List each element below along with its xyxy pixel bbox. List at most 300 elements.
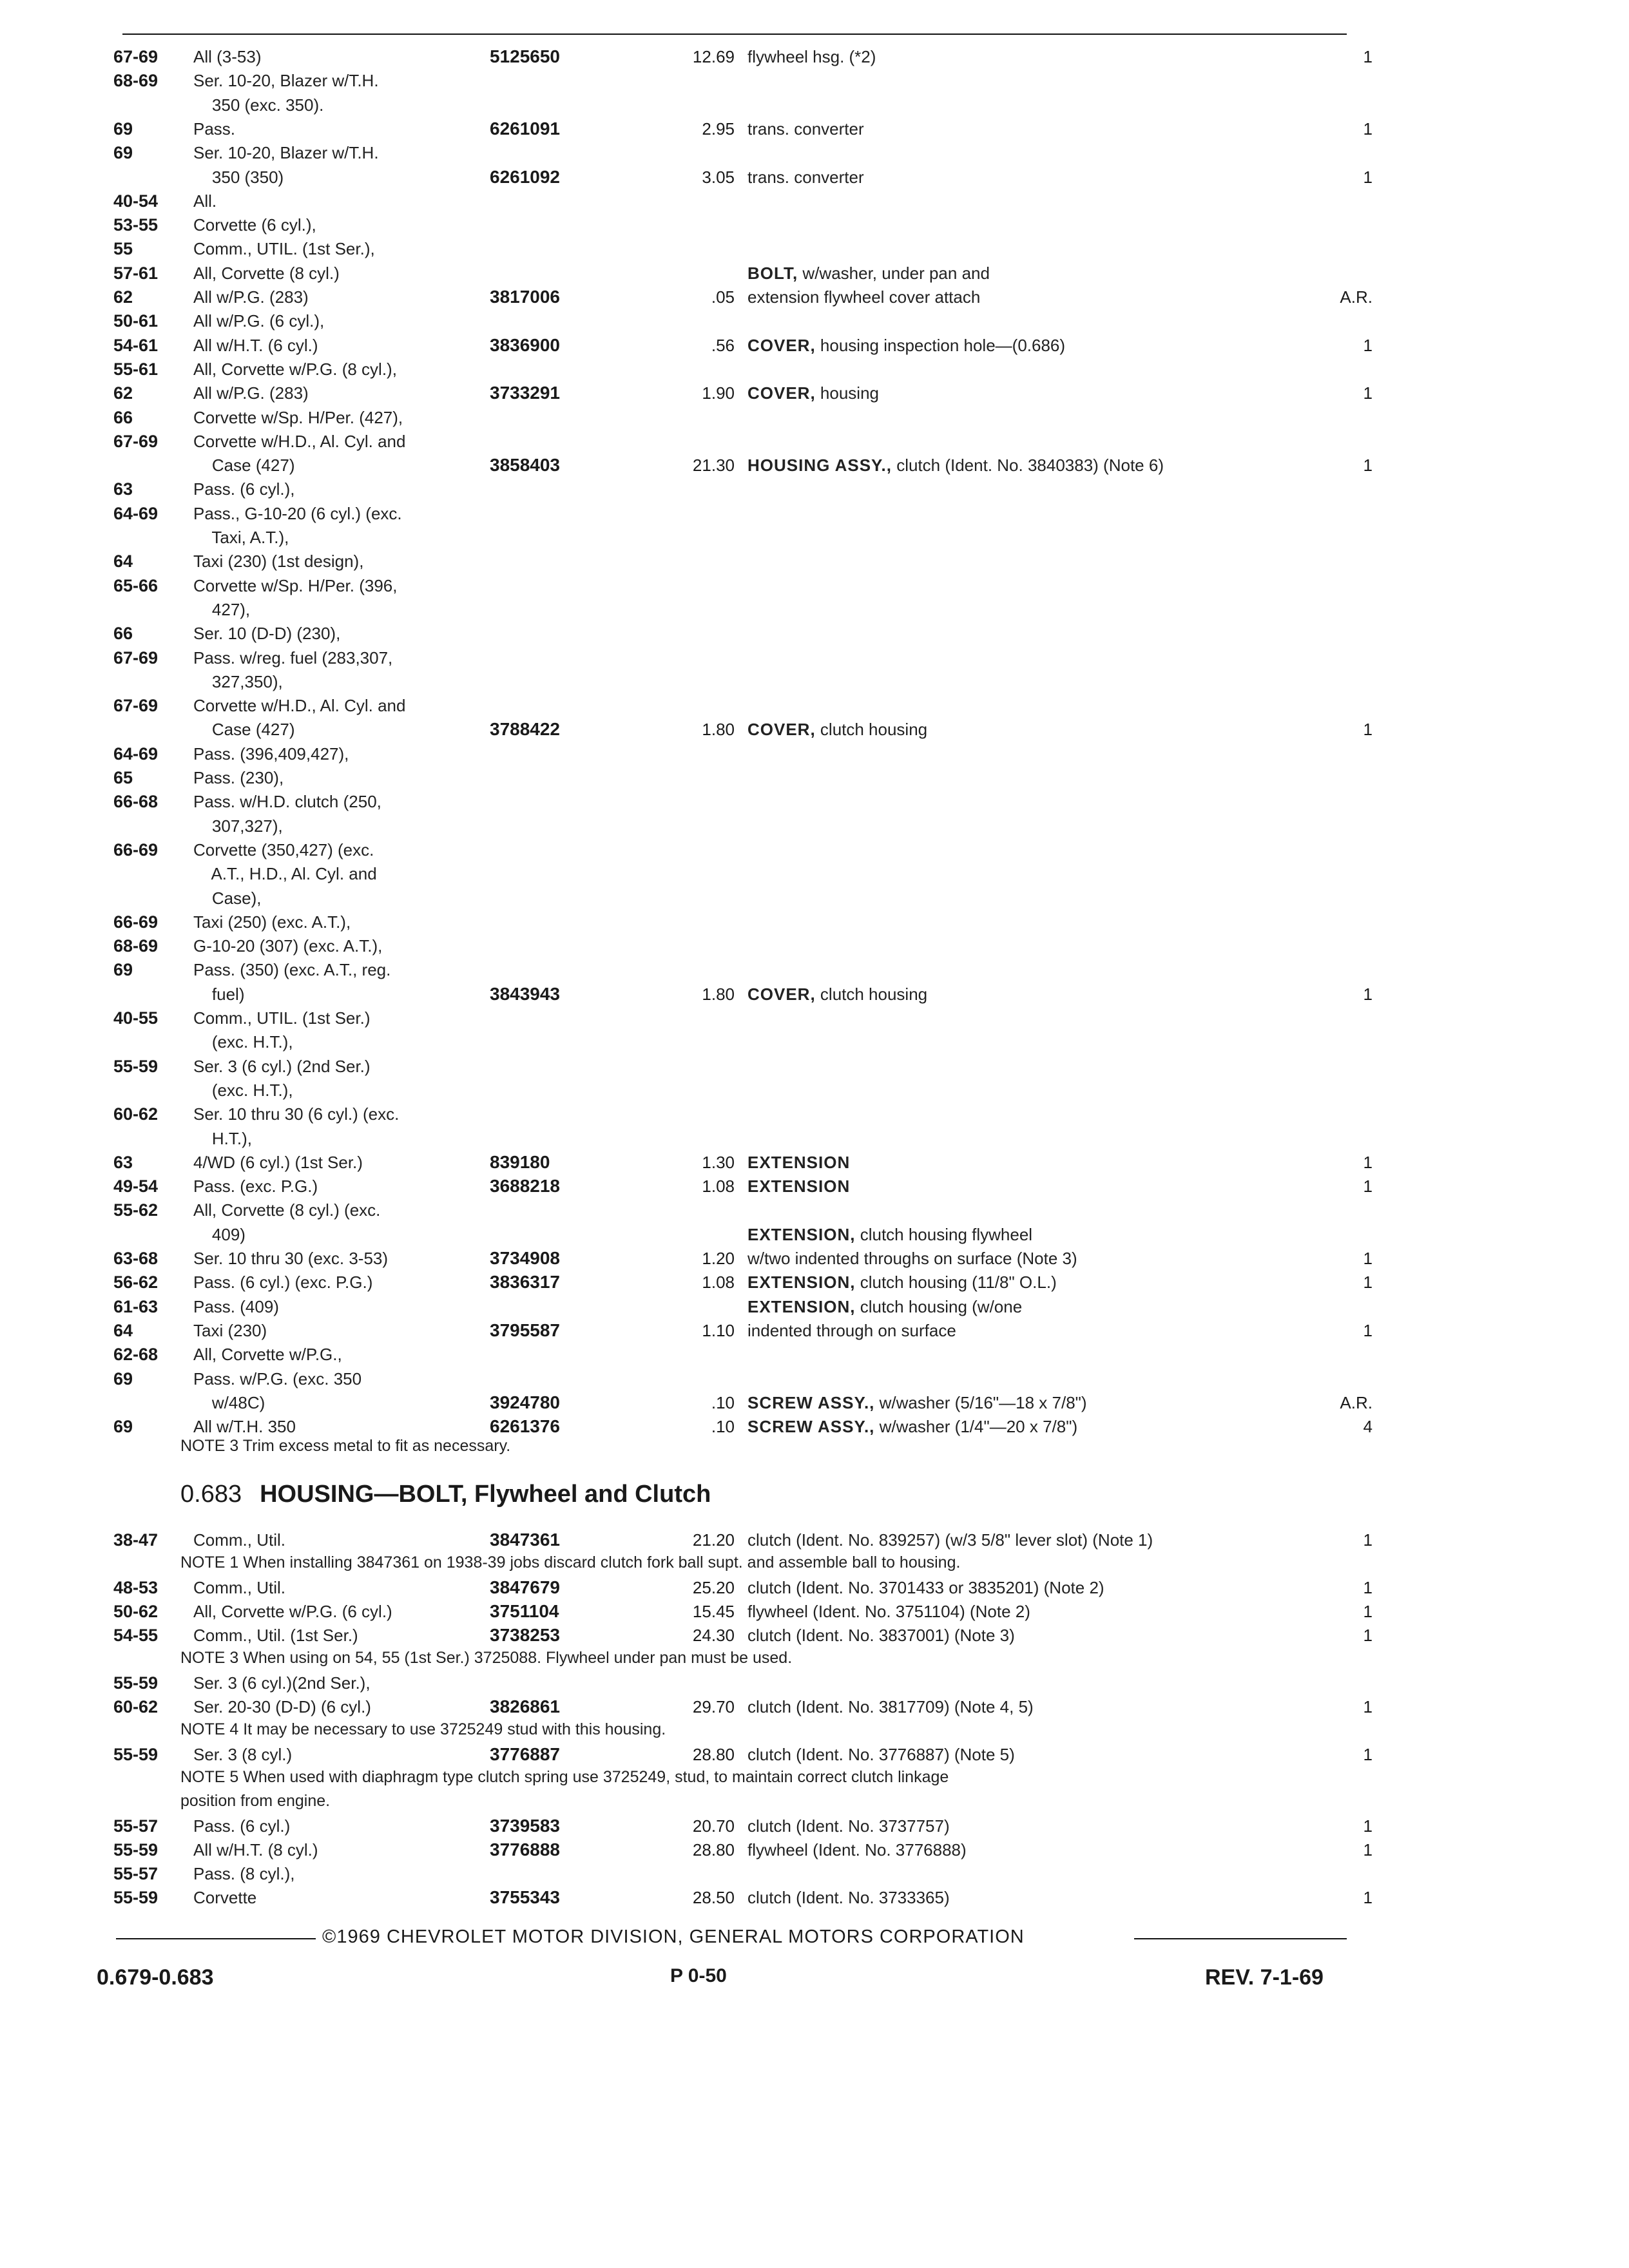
quantity: 1 (1363, 1602, 1373, 1621)
application: Pass. (350) (exc. A.T., reg. (193, 960, 391, 980)
price: 1.80 (702, 984, 735, 1004)
table-row (0, 1670, 1629, 1696)
model-years: 61-63 (113, 1296, 159, 1316)
footer-revision: REV. 7-1-69 (1205, 1965, 1324, 1990)
model-years: 56-62 (113, 1273, 159, 1293)
application: Pass. (6 cyl.), (193, 479, 295, 499)
table-row (0, 1318, 1629, 1343)
model-years: 55-61 (113, 359, 159, 379)
table-row (0, 188, 1629, 214)
part-name: SCREW ASSY., (747, 1392, 875, 1412)
description-text: clutch (Ident. No. 3733365) (747, 1888, 950, 1907)
part-number: 3733291 (490, 383, 561, 403)
note-line: NOTE 3 When using on 54, 55 (1st Ser.) 3725088. Flywheel under pan must be used. (180, 1649, 793, 1667)
table-row (0, 44, 1629, 70)
model-years: 67-69 (113, 696, 159, 716)
quantity: 1 (1363, 1816, 1373, 1836)
application: Pass. (6 cyl.) (193, 1816, 291, 1836)
model-years: 60-62 (113, 1697, 159, 1716)
table-row (0, 1245, 1629, 1271)
note-line: NOTE 5 When used with diaphragm type clutch spring use 3725249, stud, to maintain correct clutch linkage (180, 1768, 949, 1786)
table-row (0, 861, 1629, 887)
quantity: 1 (1363, 1273, 1373, 1293)
description (747, 1742, 1015, 1767)
model-years: 49-54 (113, 1177, 159, 1196)
part-number: 5125650 (490, 46, 561, 66)
part-number: 3817006 (490, 287, 561, 307)
description (747, 1245, 1077, 1271)
table-row (0, 716, 1629, 742)
price: 28.80 (692, 1840, 735, 1860)
application: A.T., H.D., Al. Cyl. and (193, 864, 377, 884)
application: H.T.), (193, 1128, 252, 1148)
description (747, 1318, 956, 1343)
model-years: 50-62 (113, 1602, 159, 1621)
table-row (0, 1575, 1629, 1600)
part-name: EXTENSION (747, 1177, 851, 1196)
table-row (0, 140, 1629, 166)
price: .10 (711, 1417, 735, 1437)
model-years: 55-62 (113, 1200, 159, 1220)
table-row (0, 1197, 1629, 1223)
model-years: 57-61 (113, 263, 159, 283)
part-number: 3924780 (490, 1392, 561, 1412)
footer-page-range: 0.679-0.683 (97, 1965, 214, 1990)
part-name: COVER, (747, 383, 816, 403)
note-line: NOTE 1 When installing 3847361 on 1938-39 jobs discard clutch fork ball supt. and assemble ball to housing. (180, 1553, 961, 1571)
part-number: 6261376 (490, 1416, 561, 1437)
part-number: 3826861 (490, 1696, 561, 1716)
footer-copyright: ©1969 CHEVROLET MOTOR DIVISION, GENERAL MOTORS CORPORATION (322, 1927, 1025, 1947)
quantity: 1 (1363, 1177, 1373, 1196)
top-rule (122, 34, 1347, 35)
table-row (0, 1077, 1629, 1103)
description (747, 1222, 1032, 1247)
table-row (0, 597, 1629, 622)
description (747, 1269, 1057, 1295)
note-line: position from engine. (180, 1792, 331, 1810)
application: Ser. 20-30 (D-D) (6 cyl.) (193, 1697, 371, 1716)
price: 1.90 (702, 383, 735, 403)
model-years: 53-55 (113, 215, 159, 235)
section-title (180, 1481, 711, 1508)
application: Pass., G-10-20 (6 cyl.) (exc. (193, 503, 402, 523)
model-years: 60-62 (113, 1104, 159, 1124)
application: All w/P.G. (283) (193, 287, 309, 307)
model-years: 64 (113, 1320, 133, 1340)
application: fuel) (193, 984, 245, 1004)
model-years: 69 (113, 119, 133, 139)
application: (exc. H.T.), (193, 1032, 293, 1052)
model-years: 68-69 (113, 936, 159, 956)
price: 2.95 (702, 119, 735, 139)
description (747, 1414, 1077, 1439)
price: 1.10 (702, 1320, 735, 1340)
part-name: EXTENSION, (747, 1224, 856, 1244)
description (747, 1837, 967, 1863)
model-years: 55-59 (113, 1673, 159, 1693)
application: Comm., Util. (193, 1578, 285, 1597)
table-row (0, 1837, 1629, 1863)
model-years: 69 (113, 143, 133, 163)
quantity: 1 (1363, 1578, 1373, 1597)
part-name: HOUSING ASSY., (747, 456, 892, 476)
part-name: EXTENSION, (747, 1296, 856, 1316)
table-row (0, 645, 1629, 671)
application: Pass. (6 cyl.) (exc. P.G.) (193, 1273, 373, 1293)
application: Corvette (6 cyl.), (193, 215, 316, 235)
application: Ser. 10 thru 30 (6 cyl.) (exc. (193, 1104, 400, 1124)
part-number: 3739583 (490, 1816, 561, 1836)
description (747, 1885, 950, 1910)
model-years: 62 (113, 383, 133, 403)
description-text: housing (815, 383, 879, 403)
application: 327,350), (193, 671, 283, 691)
application: Corvette (193, 1888, 257, 1907)
application: Corvette w/H.D., Al. Cyl. and (193, 431, 406, 451)
description-text: clutch housing flywheel (855, 1224, 1033, 1244)
price: .10 (711, 1392, 735, 1412)
table-row (0, 909, 1629, 935)
application: Ser. 10-20, Blazer w/T.H. (193, 71, 379, 91)
table-row (0, 1742, 1629, 1767)
description-text: w/two indented throughs on surface (Note 3) (747, 1249, 1077, 1268)
description (747, 1813, 950, 1839)
application: Case (427) (193, 720, 295, 740)
application: All. (193, 191, 217, 211)
description-text: extension flywheel cover attach (747, 287, 981, 307)
description-text: clutch (Ident. No. 3840383) (Note 6) (891, 456, 1164, 476)
application: All w/T.H. 350 (193, 1417, 296, 1437)
description (747, 1575, 1104, 1600)
application: All w/H.T. (6 cyl.) (193, 335, 318, 355)
quantity: A.R. (1340, 287, 1373, 307)
quantity: 1 (1363, 1840, 1373, 1860)
application: Pass. (409) (193, 1296, 279, 1316)
description (747, 164, 864, 190)
table-row (0, 573, 1629, 599)
table-row (0, 933, 1629, 959)
section-heading: HOUSING—BOLT, Flywheel and Clutch (260, 1481, 711, 1508)
part-number: 3847679 (490, 1577, 561, 1597)
description (747, 284, 980, 310)
top-note: NOTE 3 Trim excess metal to fit as necessary. (180, 1437, 511, 1455)
footer-page-code: P 0-50 (670, 1965, 727, 1986)
model-years: 55-59 (113, 1840, 159, 1860)
table-row (0, 669, 1629, 695)
description-text: clutch housing (815, 984, 928, 1004)
part-name: BOLT, (747, 263, 798, 283)
price: 1.80 (702, 720, 735, 740)
quantity: 1 (1363, 1152, 1373, 1172)
description (747, 716, 927, 742)
description-text: clutch (Ident. No. 3701433 or 3835201) (Note 2) (747, 1578, 1104, 1597)
table-row (0, 501, 1629, 526)
table-row (0, 380, 1629, 406)
model-years: 40-54 (113, 191, 159, 211)
quantity: 1 (1363, 119, 1373, 139)
description (747, 1599, 1030, 1624)
description-text: clutch (Ident. No. 839257) (w/3 5/8" lever slot) (Note 1) (747, 1530, 1153, 1550)
price: 1.20 (702, 1249, 735, 1268)
table-row (0, 452, 1629, 478)
quantity: 1 (1363, 1697, 1373, 1716)
application: Pass. (193, 119, 236, 139)
application: All w/H.T. (8 cyl.) (193, 1840, 318, 1860)
model-years: 66 (113, 624, 133, 644)
part-name: COVER, (747, 335, 816, 355)
table-row (0, 548, 1629, 574)
quantity: 1 (1363, 335, 1373, 355)
model-years: 69 (113, 1369, 133, 1389)
table-row (0, 885, 1629, 911)
price: 28.80 (692, 1745, 735, 1764)
quantity: 1 (1363, 720, 1373, 740)
part-number: 6261092 (490, 166, 561, 187)
description (747, 44, 876, 70)
part-number: 3776887 (490, 1744, 561, 1764)
model-years: 55-59 (113, 1745, 159, 1764)
part-number: 3858403 (490, 455, 561, 476)
application: 4/WD (6 cyl.) (1st Ser.) (193, 1152, 363, 1172)
price: .05 (711, 287, 735, 307)
table-row (0, 284, 1629, 310)
model-years: 66-68 (113, 792, 159, 812)
table-row (0, 620, 1629, 646)
quantity: 1 (1363, 47, 1373, 66)
description-text: clutch (Ident. No. 3837001) (Note 3) (747, 1626, 1015, 1645)
table-row (0, 693, 1629, 718)
model-years: 67-69 (113, 431, 159, 451)
table-row (0, 308, 1629, 334)
table-row (0, 1599, 1629, 1624)
quantity: 1 (1363, 984, 1373, 1004)
part-name: EXTENSION, (747, 1273, 856, 1293)
part-number: 839180 (490, 1151, 550, 1172)
table-row (0, 1861, 1629, 1887)
application: Pass. (exc. P.G.) (193, 1177, 318, 1196)
model-years: 64 (113, 552, 133, 572)
table-row (0, 92, 1629, 118)
application: Ser. 10 thru 30 (exc. 3-53) (193, 1249, 389, 1268)
description (747, 1173, 850, 1199)
quantity: 1 (1363, 1745, 1373, 1764)
part-name: EXTENSION (747, 1152, 851, 1172)
model-years: 62-68 (113, 1345, 159, 1365)
model-years: 63-68 (113, 1249, 159, 1268)
part-number: 3847361 (490, 1530, 561, 1550)
part-number: 3688218 (490, 1176, 561, 1196)
description-text: trans. converter (747, 167, 864, 187)
application: Case), (193, 888, 262, 908)
table-row (0, 789, 1629, 814)
model-years: 62 (113, 287, 133, 307)
table-row (0, 116, 1629, 142)
price: .56 (711, 335, 735, 355)
application: All, Corvette w/P.G., (193, 1345, 342, 1365)
table-row (0, 476, 1629, 502)
table-row (0, 164, 1629, 190)
description-text: clutch (Ident. No. 3817709) (Note 4, 5) (747, 1697, 1034, 1716)
application: Ser. 3 (6 cyl.)(2nd Ser.), (193, 1673, 371, 1693)
model-years: 54-55 (113, 1626, 159, 1645)
application: Comm., Util. (1st Ser.) (193, 1626, 358, 1645)
price: 25.20 (692, 1578, 735, 1597)
description-text: clutch housing (11/8" O.L.) (855, 1273, 1057, 1293)
part-number: 3843943 (490, 983, 561, 1004)
description-text: indented through on surface (747, 1320, 956, 1340)
model-years: 66-69 (113, 840, 159, 860)
application: Taxi (250) (exc. A.T.), (193, 912, 351, 932)
application: All w/P.G. (283) (193, 383, 309, 403)
quantity: 1 (1363, 383, 1373, 403)
description (747, 981, 927, 1007)
application: All, Corvette (8 cyl.) (193, 263, 340, 283)
description (747, 1622, 1015, 1648)
table-row (0, 1341, 1629, 1367)
description (747, 332, 1065, 358)
footer-rule-left (116, 1938, 316, 1939)
application: 350 (exc. 350). (193, 95, 324, 115)
model-years: 63 (113, 479, 133, 499)
table-row (0, 1053, 1629, 1079)
description-text: w/washer, under pan and (798, 263, 990, 283)
application: G-10-20 (307) (exc. A.T.), (193, 936, 383, 956)
application: All, Corvette (8 cyl.) (exc. (193, 1200, 381, 1220)
model-years: 66-69 (113, 912, 159, 932)
description-text: trans. converter (747, 119, 864, 139)
table-row (0, 813, 1629, 839)
application: Pass. w/H.D. clutch (250, (193, 792, 381, 812)
description (747, 116, 864, 142)
table-row (0, 356, 1629, 382)
table-row (0, 1126, 1629, 1151)
application: Corvette w/H.D., Al. Cyl. and (193, 696, 406, 716)
price: 24.30 (692, 1626, 735, 1645)
description-text: flywheel hsg. (*2) (747, 47, 876, 66)
description-text: clutch (Ident. No. 3776887) (Note 5) (747, 1745, 1015, 1764)
price: 20.70 (692, 1816, 735, 1836)
table-row (0, 1694, 1629, 1720)
model-years: 55 (113, 239, 133, 259)
application: (exc. H.T.), (193, 1080, 293, 1100)
model-years: 50-61 (113, 311, 159, 331)
application: Pass. (396,409,427), (193, 744, 349, 764)
application: Comm., UTIL. (1st Ser.) (193, 1008, 371, 1028)
description (747, 1527, 1153, 1553)
model-years: 64-69 (113, 503, 159, 523)
table-row (0, 1222, 1629, 1247)
part-number: 3836317 (490, 1272, 561, 1293)
quantity: 1 (1363, 1320, 1373, 1340)
application: All, Corvette w/P.G. (8 cyl.), (193, 359, 397, 379)
application: Corvette w/Sp. H/Per. (427), (193, 407, 403, 427)
part-number: 3776888 (490, 1840, 561, 1860)
description-text: clutch housing (815, 720, 928, 740)
table-row (0, 405, 1629, 430)
note-line: NOTE 4 It may be necessary to use 3725249 stud with this housing. (180, 1720, 666, 1738)
part-number: 6261091 (490, 118, 561, 139)
model-years: 64-69 (113, 744, 159, 764)
model-years: 68-69 (113, 71, 159, 91)
application: 350 (350) (193, 167, 284, 187)
price: 1.30 (702, 1152, 735, 1172)
description (747, 260, 990, 286)
price: 15.45 (692, 1602, 735, 1621)
table-row (0, 957, 1629, 983)
part-number: 3788422 (490, 719, 561, 740)
table-row (0, 1366, 1629, 1392)
table-row (0, 1269, 1629, 1295)
application: All (3-53) (193, 47, 262, 66)
description-text: housing inspection hole—(0.686) (815, 335, 1066, 355)
model-years: 55-59 (113, 1888, 159, 1907)
table-row (0, 1101, 1629, 1127)
model-years: 66 (113, 407, 133, 427)
model-years: 69 (113, 960, 133, 980)
application: Taxi (230) (193, 1320, 267, 1340)
description (747, 1390, 1087, 1416)
model-years: 55-59 (113, 1056, 159, 1076)
application: All, Corvette w/P.G. (6 cyl.) (193, 1602, 392, 1621)
price: 3.05 (702, 167, 735, 187)
quantity: 1 (1363, 1888, 1373, 1907)
table-row (0, 837, 1629, 863)
price: 21.20 (692, 1530, 735, 1550)
quantity: 1 (1363, 167, 1373, 187)
table-row (0, 1294, 1629, 1320)
application: Taxi, A.T.), (193, 528, 289, 547)
quantity: A.R. (1340, 1392, 1373, 1412)
model-years: 55-57 (113, 1864, 159, 1883)
table-row (0, 1149, 1629, 1175)
model-years: 48-53 (113, 1578, 159, 1597)
table-row (0, 332, 1629, 358)
application: Taxi (230) (1st design), (193, 552, 364, 572)
application: Ser. 3 (8 cyl.) (193, 1745, 293, 1764)
quantity: 1 (1363, 1249, 1373, 1268)
table-row (0, 1527, 1629, 1553)
price: 12.69 (692, 47, 735, 66)
application: All w/P.G. (6 cyl.), (193, 311, 325, 331)
description-text: clutch (Ident. No. 3737757) (747, 1816, 950, 1836)
description (747, 452, 1164, 478)
table-row (0, 741, 1629, 767)
quantity: 1 (1363, 1530, 1373, 1550)
table-row (0, 1813, 1629, 1839)
model-years: 67-69 (113, 648, 159, 668)
quantity: 1 (1363, 1626, 1373, 1645)
section-number: 0.683 (180, 1481, 242, 1508)
application: Comm., UTIL. (1st Ser.), (193, 239, 375, 259)
table-row (0, 212, 1629, 238)
table-row (0, 1390, 1629, 1416)
price: 1.08 (702, 1177, 735, 1196)
description (747, 1294, 1022, 1320)
model-years: 38-47 (113, 1530, 159, 1550)
footer-rule-right (1134, 1938, 1347, 1939)
part-number: 3755343 (490, 1887, 561, 1907)
model-years: 65 (113, 768, 133, 787)
quantity: 1 (1363, 456, 1373, 476)
part-number: 3836900 (490, 334, 561, 355)
price: 21.30 (692, 456, 735, 476)
model-years: 65-66 (113, 575, 159, 595)
description-text: w/washer (5/16"—18 x 7/8") (874, 1392, 1087, 1412)
application: Ser. 3 (6 cyl.) (2nd Ser.) (193, 1056, 371, 1076)
table-row (0, 524, 1629, 550)
description (747, 380, 879, 406)
